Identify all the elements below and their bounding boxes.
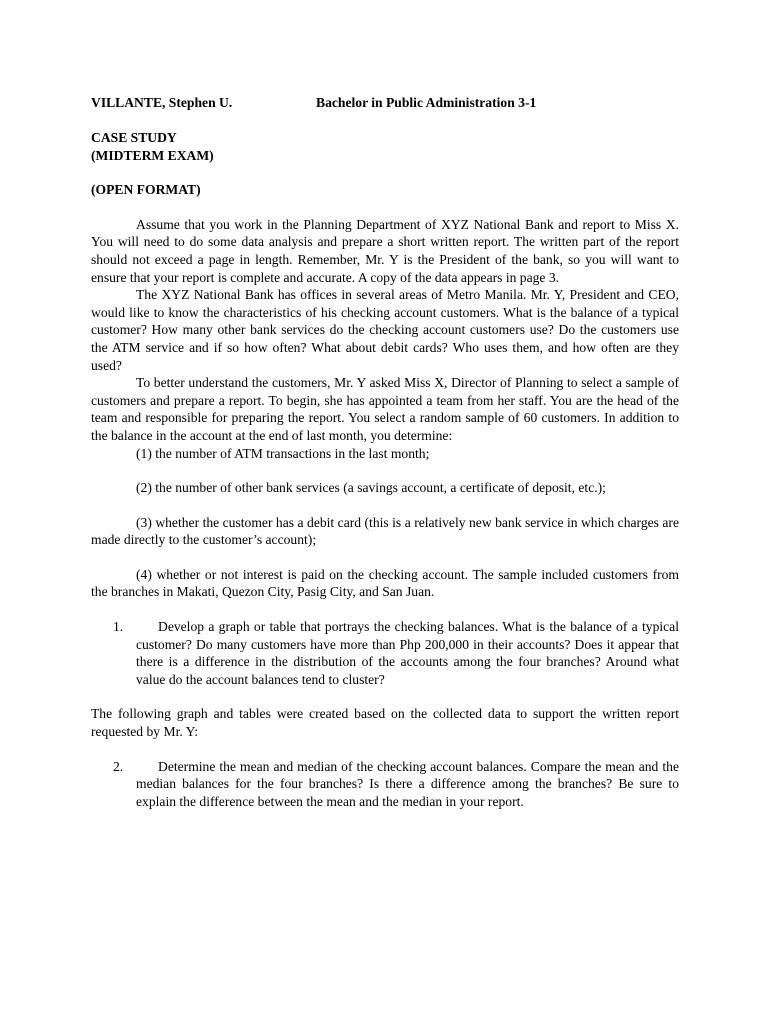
spacer: [91, 601, 679, 618]
determine-item-3: (3) whether the customer has a debit card (this is a relatively new bank service in which charges are made directly to the customer’s account);: [91, 514, 679, 548]
interlude-paragraph: The following graph and tables were created based on the collected data to support the written report requested by Mr. Y:: [91, 706, 679, 740]
determine-item-2: (2) the number of other bank services (a savings account, a certificate of deposit, etc.);: [136, 480, 606, 496]
question-text: Determine the mean and median of the checking account balances. Compare the mean and the median balances for the four branches? Is there a difference among the branches? Be sure to explain the difference between the mean and the median in your report.: [136, 758, 679, 809]
spacer: [91, 199, 679, 216]
question-number: 2.: [113, 758, 124, 774]
spacer: [91, 741, 679, 758]
student-name: VILLANTE, Stephen U.: [91, 95, 233, 110]
midterm-title: (MIDTERM EXAM): [91, 147, 214, 163]
paragraph-intro: Assume that you work in the Planning Department of XYZ National Bank and report to Miss X. You will need to do some data analysis and prepare a short written report. The written part of the report should not exceed a page in length. Remember, Mr. Y is the President of the bank, so you will want to ensure that your report is complete and accurate. A copy of the data appears in page 3.: [91, 216, 679, 285]
question-1: [91, 618, 679, 688]
student-program: Bachelor in Public Administration 3-1: [316, 95, 537, 110]
open-format-title: (OPEN FORMAT): [91, 182, 201, 198]
case-study-title: CASE STUDY: [91, 130, 177, 145]
spacer: [91, 164, 679, 181]
spacer: [91, 112, 679, 129]
spacer: [91, 688, 679, 705]
document-page: [91, 94, 679, 810]
paragraph-bank: The XYZ National Bank has offices in several areas of Metro Manila. Mr. Y, President and CEO, would like to know the characteristics of his checking account customers. What is the balance of a typical customer? How many other bank services do the checking account customers use? Do the customers use the ATM service and if so how often? What about debit cards? Who uses them, and how often are they used?: [91, 287, 679, 373]
determine-item-1: (1) the number of ATM transactions in the last month;: [136, 445, 430, 461]
spacer: [91, 497, 679, 514]
spacer: [91, 462, 679, 479]
question-text: Develop a graph or table that portrays the checking balances. What is the balance of a typical customer? Do many customers have more than Php 200,000 in their accounts? Does it appear that there is a difference in the distribution of the accounts among the four branches? Around what value do the account balances tend to cluster?: [136, 619, 679, 687]
paragraph-sample: To better understand the customers, Mr. Y asked Miss X, Director of Planning to select a sample of customers and prepare a report. To begin, she has appointed a team from her staff. You are the head of the team and responsible for preparing the report. You select a random sample of 60 customers. In addition to the balance in the account at the end of last month, you determine:: [91, 375, 679, 443]
spacer: [91, 549, 679, 566]
question-2: [91, 758, 679, 811]
document-header: [91, 94, 679, 112]
question-number: 1.: [113, 619, 124, 635]
determine-item-4: (4) whether or not interest is paid on the checking account. The sample included customers from the branches in Makati, Quezon City, Pasig City, and San Juan.: [91, 566, 679, 600]
